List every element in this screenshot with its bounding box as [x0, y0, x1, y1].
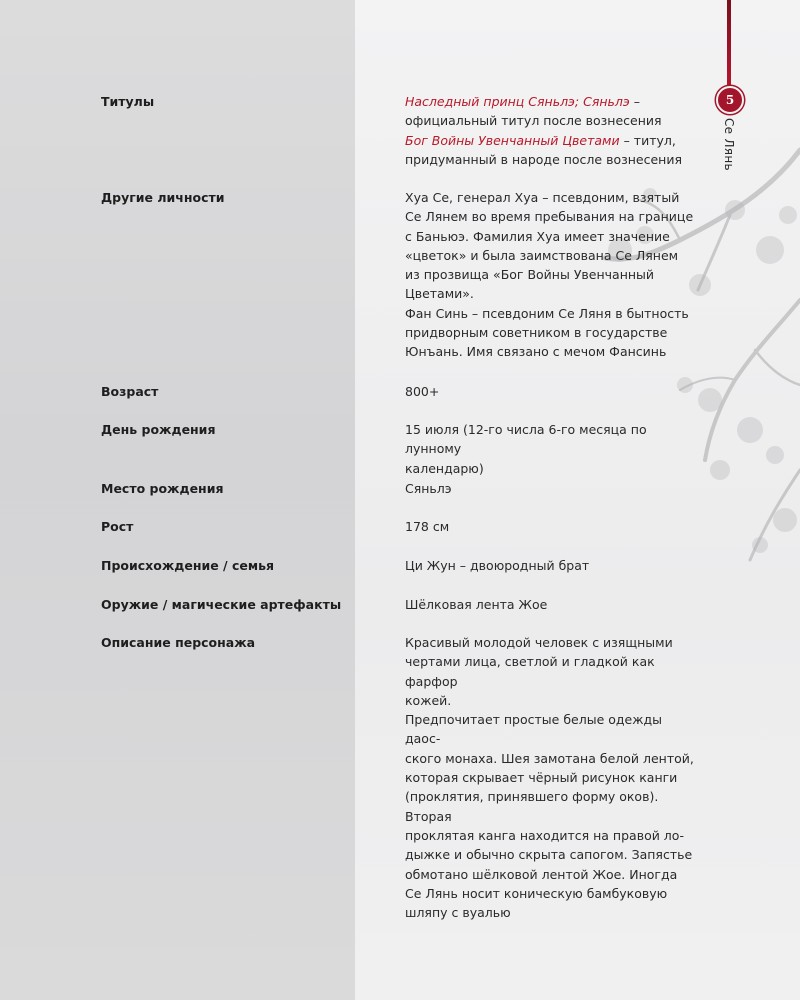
value-line [405, 111, 695, 130]
value-text: Се Лянь носит коническую бамбуковую [405, 885, 668, 901]
value-text: проклятая канга находится на правой ло- [405, 827, 684, 843]
value-line [405, 323, 695, 342]
row-value [405, 382, 695, 401]
value-line [405, 304, 695, 323]
value-line [405, 479, 695, 498]
value-text: – [629, 94, 640, 109]
value-line [405, 865, 695, 884]
value-text: «цветок» и была заимствована Се Лянем [405, 247, 679, 263]
value-text: кожей. [405, 692, 452, 708]
value-text: Ци Жун – двоюродный брат [405, 558, 590, 573]
left-panel-background [0, 0, 355, 1000]
value-text: Хуа Се, генерал Хуа – псевдоним, взятый [405, 190, 680, 205]
row-value [405, 595, 695, 614]
value-text: с Баньюэ. Фамилия Хуа имеет значение [405, 228, 670, 244]
highlighted-title-text: Бог Войны Увенчанный Цветами [405, 132, 620, 148]
row-value [405, 633, 695, 922]
value-line [405, 633, 695, 652]
value-text: придуманный в народе после вознесения [405, 151, 682, 167]
row-value [405, 188, 695, 362]
value-line [405, 845, 695, 864]
row-label: Место рождения [101, 481, 224, 496]
value-text: из прозвища «Бог Войны Увенчанный [405, 267, 655, 283]
value-text: Юнъань. Имя связано с мечом Фансинь [405, 344, 667, 360]
value-text: календарю) [405, 460, 484, 476]
row-label: День рождения [101, 422, 216, 437]
value-line [405, 246, 695, 265]
value-line [405, 150, 695, 169]
value-text: Фан Синь – псевдоним Се Ляня в бытность [405, 305, 689, 321]
value-text: 178 см [405, 519, 450, 534]
value-text: 800+ [405, 384, 440, 399]
value-line [405, 652, 695, 691]
value-text: которая скрывает чёрный рисунок канги [405, 770, 678, 786]
value-line [405, 768, 695, 787]
value-line [405, 749, 695, 768]
value-text: чертами лица, светлой и гладкой как фарфор [405, 654, 655, 689]
value-line [405, 265, 695, 284]
row-label: Другие личности [101, 190, 225, 205]
row-label: Оружие / магические артефакты [101, 597, 342, 612]
row-value [405, 517, 695, 536]
value-line [405, 787, 695, 826]
value-line [405, 284, 695, 303]
value-text: 15 июля (12-го числа 6-го месяца по лунному [405, 422, 647, 457]
value-text: Сяньлэ [405, 481, 452, 496]
value-line [405, 382, 695, 401]
row-label: Описание персонажа [101, 635, 256, 650]
row-label: Титулы [101, 94, 155, 109]
value-text: Се Лянем во время пребывания на границе [405, 209, 694, 225]
value-line [405, 207, 695, 226]
value-text: Предпочитает простые белые одежды даос- [405, 712, 663, 747]
value-text: обмотано шёлковой лентой Жое. Иногда [405, 866, 678, 882]
value-line [405, 459, 695, 478]
value-line [405, 595, 695, 614]
value-text: – титул, [619, 132, 676, 148]
value-text: ского монаха. Шея замотана белой лентой, [405, 750, 694, 766]
value-line [405, 188, 695, 207]
value-line [405, 131, 695, 150]
row-value [405, 420, 695, 478]
value-text: придворным советником в государстве [405, 325, 668, 341]
value-line [405, 517, 695, 536]
value-line [405, 92, 695, 111]
value-text: дыжке и обычно скрыта сапогом. Запястье [405, 847, 693, 863]
row-label: Рост [101, 519, 134, 534]
row-value [405, 479, 695, 498]
value-line [405, 556, 695, 575]
page-number-badge: 5 [716, 86, 744, 114]
value-line [405, 420, 695, 459]
row-value [405, 556, 695, 575]
bookmark-ribbon [727, 0, 731, 86]
row-label: Возраст [101, 384, 159, 399]
value-line [405, 710, 695, 749]
value-text: шляпу с вуалью [405, 905, 511, 921]
value-text: официальный титул после вознесения [405, 113, 662, 129]
value-line [405, 903, 695, 922]
value-line [405, 884, 695, 903]
value-text: (проклятия, принявшего форму оков). Вторая [405, 789, 659, 824]
highlighted-title-text: Наследный принц Сяньлэ; Сяньлэ [405, 94, 630, 109]
value-line [405, 826, 695, 845]
value-line [405, 342, 695, 361]
value-line [405, 227, 695, 246]
chapter-title: Се Лянь [722, 118, 736, 171]
value-text: Цветами». [405, 286, 474, 302]
value-text: Красивый молодой человек с изящными [405, 635, 673, 650]
row-label: Происхождение / семья [101, 558, 275, 573]
value-text: Шёлковая лента Жое [405, 597, 548, 612]
value-line [405, 691, 695, 710]
row-value [405, 92, 695, 169]
